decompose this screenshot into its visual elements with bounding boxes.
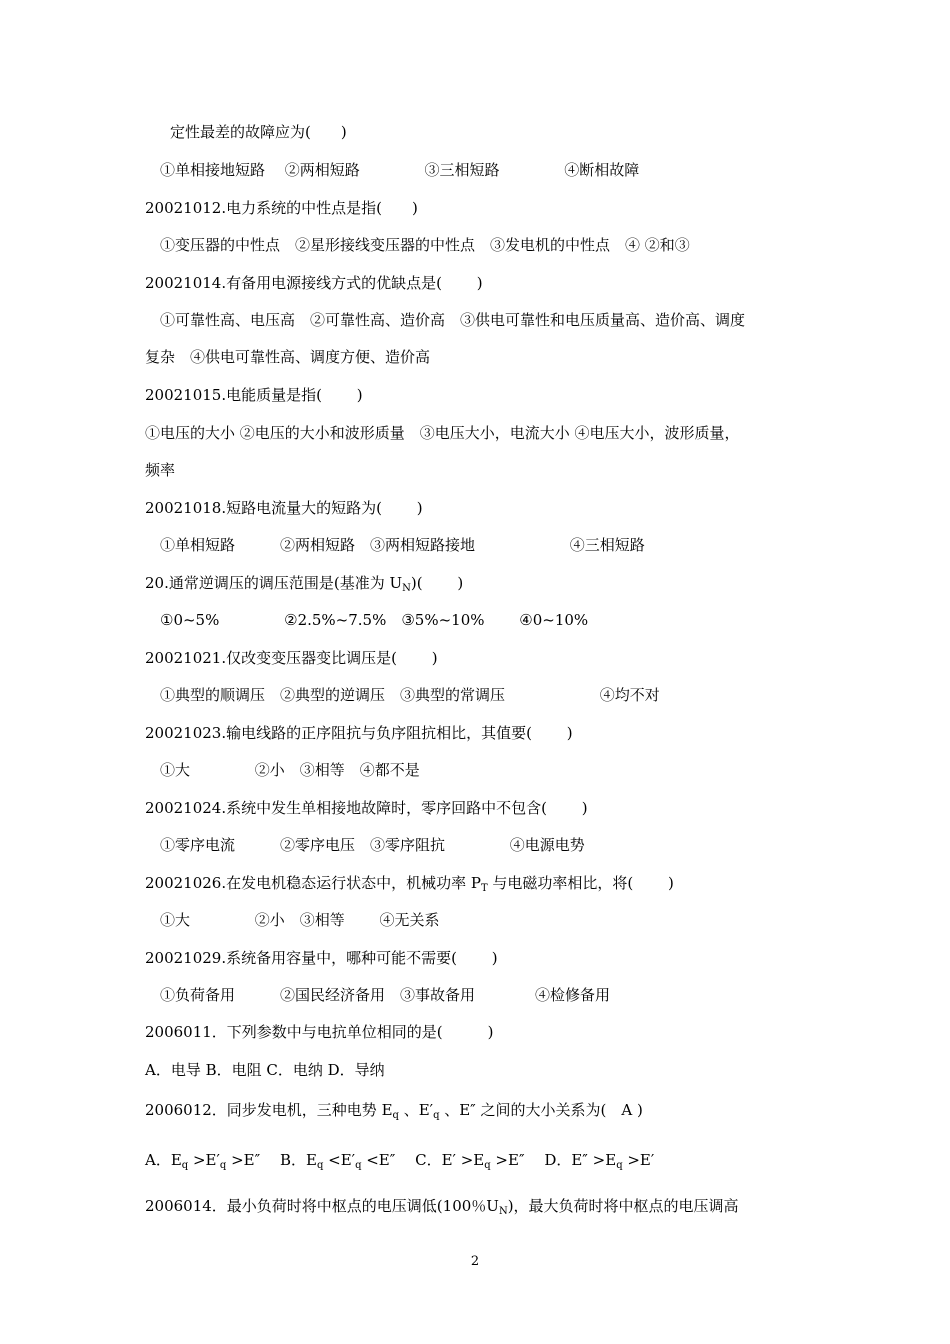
text-run: )( ) <box>410 574 464 592</box>
text-line <box>160 986 610 1004</box>
text-run: 2006011．下列参数中与电抗单位相同的是( ) <box>145 1023 494 1041</box>
text-line <box>160 161 639 179</box>
text-run: >E″ D．E″ >E <box>490 1151 617 1169</box>
text-run: <E′ <box>323 1151 356 1169</box>
text-run: >E′ <box>188 1151 220 1169</box>
text-run: A．电导 B．电阻 C．电纳 D．导纳 <box>145 1061 385 1079</box>
text-line <box>160 536 645 554</box>
text-run: ①单相接地短路 ②两相短路 ③三相短路 ④断相故障 <box>160 161 640 179</box>
text-line <box>145 274 483 292</box>
text-run: ①可靠性高、电压高 ②可靠性高、造价高 ③供电可靠性和电压质量高、造价高、调度 <box>160 311 746 329</box>
text-run: >E″ B．E <box>226 1151 317 1169</box>
text-run: 2006014．最小负荷时将中枢点的电压调低(100％U <box>145 1197 499 1215</box>
text-run: 与电磁功率相比，将( ) <box>487 874 674 892</box>
text-run: ①单相短路 ②两相短路 ③两相短路接地 ④三相短路 <box>160 536 645 554</box>
text-run: ①大 ②小 ③相等 ④都不是 <box>160 761 420 779</box>
text-run: )，最大负荷时将中枢点的电压调高 <box>507 1197 739 1215</box>
text-run: 20021021.仅改变变压器变比调压是( ) <box>145 649 438 667</box>
text-run: A．E <box>145 1151 182 1169</box>
text-run: 20021023.输电线路的正序阻抗与负序阻抗相比，其值要( ) <box>145 724 573 742</box>
text-line <box>145 348 430 366</box>
text-line <box>160 611 588 629</box>
text-line <box>160 311 745 329</box>
subscript: N <box>498 1206 508 1217</box>
text-run: ①负荷备用 ②国民经济备用 ③事故备用 ④检修备用 <box>160 986 611 1004</box>
text-run: 2006012．同步发电机，三种电势 E <box>145 1101 393 1119</box>
text-run: 20021026.在发电机稳态运行状态中，机械功率 P <box>145 874 481 892</box>
text-line <box>145 1023 494 1041</box>
text-line <box>145 649 438 667</box>
subscript: q <box>484 1160 491 1171</box>
text-run: 复杂 ④供电可靠性高、调度方便、造价高 <box>145 348 431 366</box>
text-run: 20021024.系统中发生单相接地故障时，零序回路中不包含( ) <box>145 799 588 817</box>
text-line <box>145 424 740 442</box>
text-line <box>160 236 690 254</box>
text-run: ①0~5% ②2.5%~7.5% ③5%~10% ④0~10% <box>160 611 589 629</box>
subscript: N <box>402 583 411 594</box>
text-run: 、E′ <box>398 1101 434 1119</box>
text-line <box>145 1101 643 1119</box>
text-line <box>145 1151 654 1169</box>
text-line <box>145 1197 739 1215</box>
text-run: ①变压器的中性点 ②星形接线变压器的中性点 ③发电机的中性点 ④ ②和③ <box>160 236 690 254</box>
text-line <box>170 123 347 141</box>
text-run: 20021012.电力系统的中性点是指( ) <box>145 199 418 217</box>
subscript: q <box>219 1160 227 1171</box>
text-run: <E″ C．E′ >E <box>361 1151 485 1169</box>
text-line <box>145 724 573 742</box>
text-run: 定性最差的故障应为( ) <box>170 123 347 141</box>
text-run: 20021029.系统备用容量中，哪种可能不需要( ) <box>145 949 498 967</box>
text-line <box>145 199 418 217</box>
text-run: 20021015.电能质量是指( ) <box>145 386 363 404</box>
subscript: q <box>181 1160 189 1171</box>
subscript: q <box>433 1110 440 1121</box>
text-run: 20021014.有备用电源接线方式的优缺点是( ) <box>145 274 483 292</box>
subscript: q <box>616 1160 623 1171</box>
text-line <box>145 874 674 892</box>
text-line <box>160 761 420 779</box>
text-run: >E′ <box>622 1151 655 1169</box>
text-run: ①大 ②小 ③相等 ④无关系 <box>160 911 440 929</box>
subscript: T <box>480 883 488 894</box>
text-line <box>145 574 463 592</box>
text-run: 20021018.短路电流量大的短路为( ) <box>145 499 423 517</box>
subscript: q <box>355 1160 362 1171</box>
text-run: ①电压的大小 ②电压的大小和波形质量 ③电压大小，电流大小 ④电压大小，波形质量， <box>145 424 740 442</box>
text-run: 频率 <box>145 461 176 479</box>
text-line <box>145 386 363 404</box>
text-line <box>160 836 585 854</box>
subscript: q <box>316 1160 324 1171</box>
text-line <box>145 1061 385 1079</box>
text-line <box>160 911 440 929</box>
text-run: 、E″ 之间的大小关系为( A ) <box>439 1101 643 1119</box>
text-run: ①零序电流 ②零序电压 ③零序阻抗 ④电源电势 <box>160 836 585 854</box>
text-line <box>160 686 660 704</box>
page-number: 2 <box>470 1254 480 1269</box>
text-line <box>145 461 175 479</box>
text-run: 20.通常逆调压的调压范围是(基准为 U <box>145 574 403 592</box>
text-line <box>145 949 498 967</box>
text-run: ①典型的顺调压 ②典型的逆调压 ③典型的常调压 ④均不对 <box>160 686 660 704</box>
subscript: q <box>392 1110 399 1121</box>
text-line <box>145 499 423 517</box>
text-line <box>145 799 588 817</box>
